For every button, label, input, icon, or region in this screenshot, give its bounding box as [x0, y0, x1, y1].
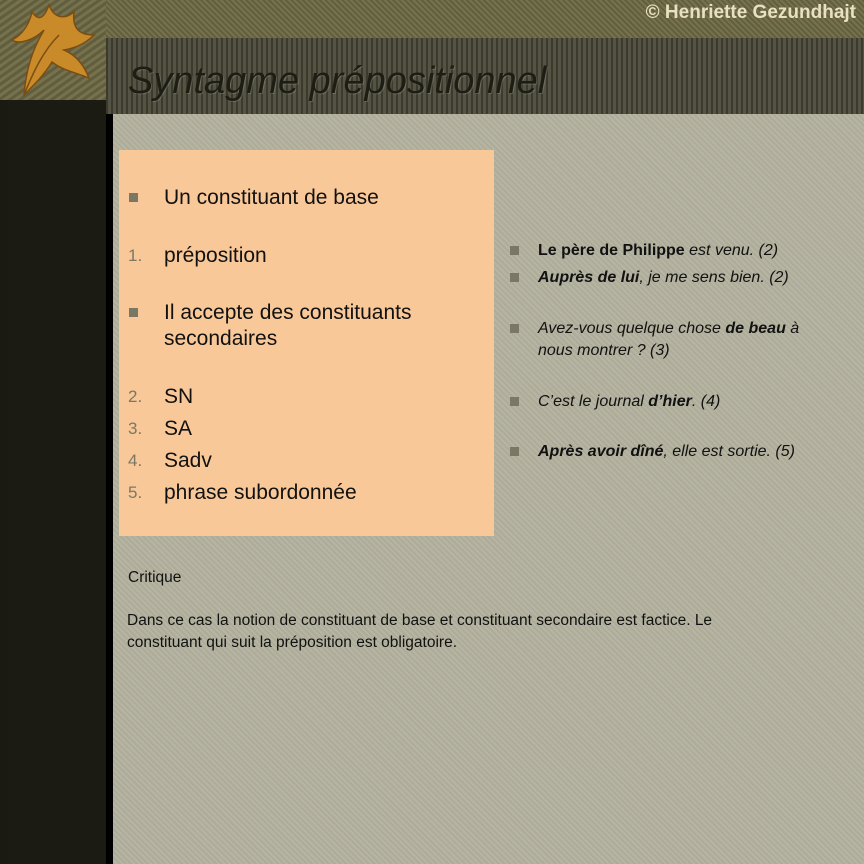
bullet-icon [129, 308, 138, 317]
example-2: Auprès de lui, je me sens bien. (2) [538, 269, 789, 286]
critique-line1: Dans ce cas la notion de constituant de base et constituant secondaire est factice. Le [127, 612, 713, 629]
bullet-icon [510, 273, 519, 282]
example-5: Après avoir dîné, elle est sortie. (5) [538, 443, 795, 460]
list-number: 5. [128, 483, 143, 502]
example-1: Le père de Philippe est venu. (2) [538, 242, 779, 259]
copyright-notice: © Henriette Gezundhajt [645, 2, 856, 23]
list-number: 1. [128, 246, 143, 265]
bullet-icon [510, 324, 519, 333]
list-item-subordinate: phrase subordonnée [164, 481, 357, 504]
page-title: Syntagme prépositionnel [128, 60, 547, 102]
bullet-base-constituent: Un constituant de base [164, 186, 379, 209]
list-number: 3. [128, 419, 143, 438]
list-item-sadv: Sadv [164, 449, 212, 472]
list-item-sn: SN [164, 385, 194, 408]
list-number: 4. [128, 451, 143, 470]
list-item-sa: SA [164, 417, 193, 440]
bullet-secondary-line2: secondaires [164, 327, 278, 350]
bullet-secondary-line1: Il accepte des constituants [164, 301, 412, 324]
example-3: Avez-vous quelque chose de beau à [538, 320, 800, 337]
bullet-icon [129, 193, 138, 202]
autumn-leaf-icon [4, 0, 104, 100]
list-number: 2. [128, 387, 143, 406]
bullet-icon [510, 397, 519, 406]
example-4: C’est le journal d’hier. (4) [538, 393, 721, 410]
critique-line2: constituant qui suit la préposition est obligatoire. [127, 634, 458, 651]
list-item-preposition: préposition [164, 244, 267, 267]
critique-label: Critique [128, 569, 182, 586]
bullet-icon [510, 447, 519, 456]
bullet-icon [510, 246, 519, 255]
left-texture-strip [0, 38, 106, 864]
example-3-line2: nous montrer ? (3) [538, 342, 670, 359]
